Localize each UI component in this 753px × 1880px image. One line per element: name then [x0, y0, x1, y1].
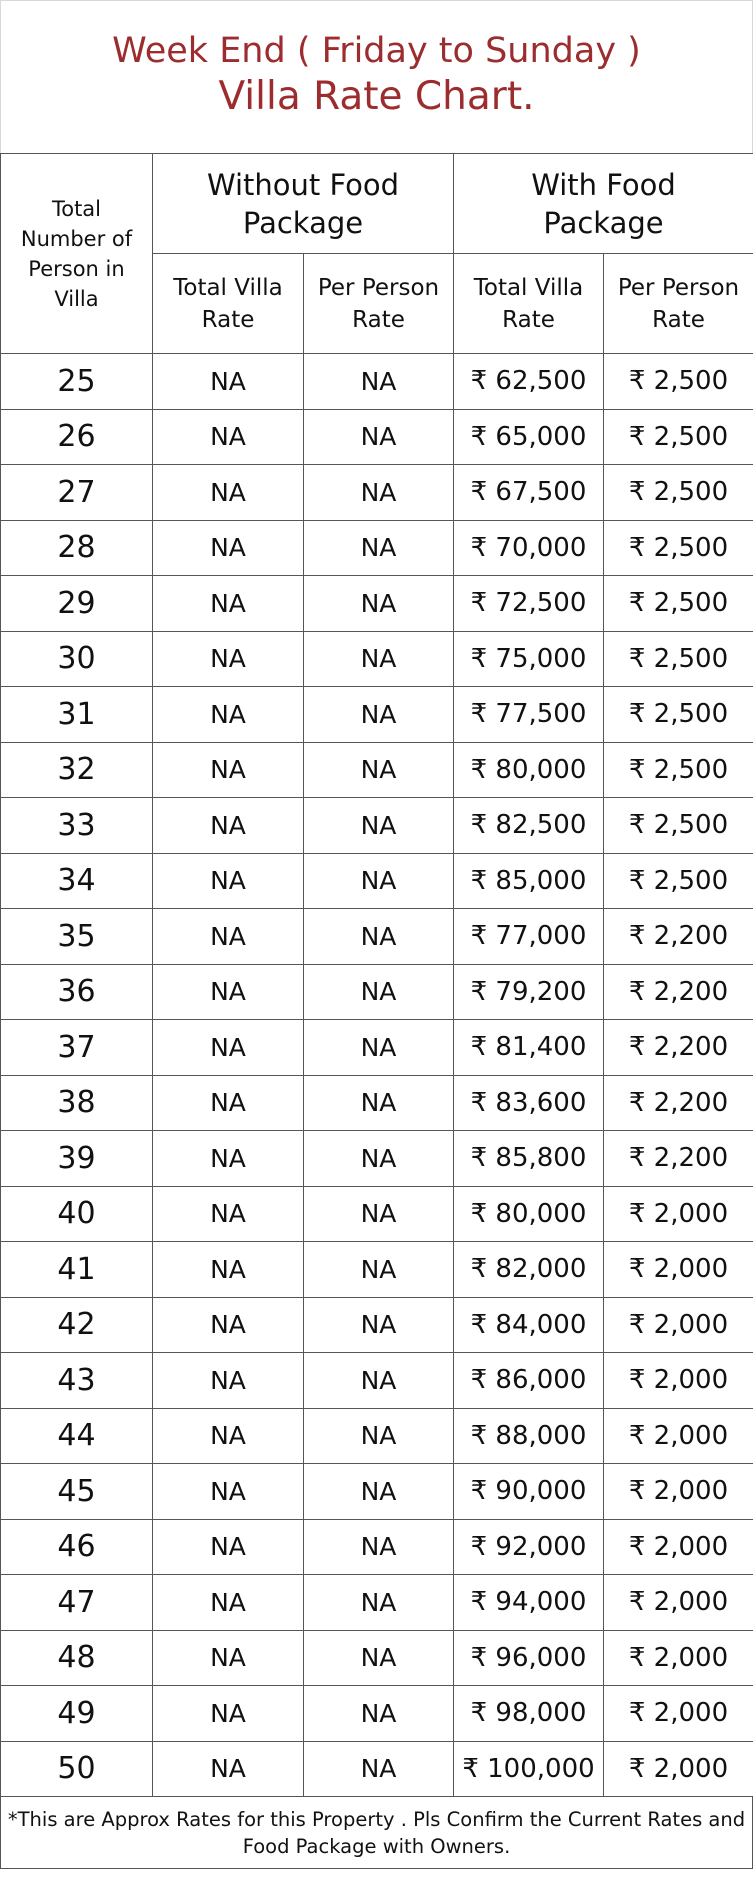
- without-food-total-cell: NA: [153, 409, 304, 465]
- without-food-total-cell: NA: [153, 909, 304, 965]
- table-row: [1, 576, 753, 632]
- without-food-per-person-cell: NA: [304, 1020, 454, 1076]
- header-without-food: [153, 154, 454, 254]
- with-food-per-person-cell: ₹ 2,000: [604, 1408, 753, 1464]
- with-food-per-person-cell: ₹ 2,500: [604, 798, 753, 854]
- persons-cell: 30: [1, 631, 153, 687]
- without-food-total-cell: NA: [153, 1464, 304, 1520]
- persons-cell: 35: [1, 909, 153, 965]
- table-row: [1, 1242, 753, 1298]
- table-row: [1, 354, 753, 410]
- with-food-total-cell: ₹ 70,000: [454, 520, 604, 576]
- without-food-total-cell: NA: [153, 1686, 304, 1742]
- persons-cell: 42: [1, 1297, 153, 1353]
- persons-cell: 27: [1, 465, 153, 521]
- without-food-total-cell: NA: [153, 1741, 304, 1797]
- without-food-per-person-cell: NA: [304, 354, 454, 410]
- persons-cell: 26: [1, 409, 153, 465]
- header-row-group: [1, 154, 753, 254]
- persons-cell: 37: [1, 1020, 153, 1076]
- table-row: [1, 1575, 753, 1631]
- table-row: [1, 520, 753, 576]
- without-food-total-cell: NA: [153, 1242, 304, 1298]
- header-total-persons: [1, 154, 153, 354]
- without-food-total-cell: NA: [153, 1075, 304, 1131]
- without-food-per-person-cell: NA: [304, 964, 454, 1020]
- title-line-1: Week End ( Friday to Sunday ): [112, 31, 641, 71]
- with-food-per-person-cell: ₹ 2,500: [604, 576, 753, 632]
- without-food-total-cell: NA: [153, 576, 304, 632]
- footer-note: *This are Approx Rates for this Property . Pls Confirm the Current Rates and Food Package with Owners.: [0, 1797, 753, 1869]
- header-wo-total-villa-rate-label: Total Villa Rate: [173, 274, 283, 333]
- without-food-per-person-cell: NA: [304, 520, 454, 576]
- without-food-total-cell: NA: [153, 1131, 304, 1187]
- with-food-per-person-cell: ₹ 2,500: [604, 520, 753, 576]
- with-food-total-cell: ₹ 67,500: [454, 465, 604, 521]
- without-food-per-person-cell: NA: [304, 1464, 454, 1520]
- with-food-per-person-cell: ₹ 2,500: [604, 687, 753, 743]
- persons-cell: 31: [1, 687, 153, 743]
- header-wo-total-villa-rate: [153, 254, 304, 354]
- with-food-total-cell: ₹ 82,500: [454, 798, 604, 854]
- without-food-per-person-cell: NA: [304, 576, 454, 632]
- persons-cell: 38: [1, 1075, 153, 1131]
- with-food-per-person-cell: ₹ 2,500: [604, 853, 753, 909]
- with-food-per-person-cell: ₹ 2,200: [604, 964, 753, 1020]
- without-food-per-person-cell: NA: [304, 631, 454, 687]
- header-w-total-villa-rate-label: Total Villa Rate: [473, 274, 584, 333]
- without-food-per-person-cell: NA: [304, 1630, 454, 1686]
- with-food-per-person-cell: ₹ 2,000: [604, 1297, 753, 1353]
- header-w-per-person-rate-label: Per Person Rate: [617, 274, 740, 333]
- table-row: [1, 1408, 753, 1464]
- table-row: [1, 1186, 753, 1242]
- persons-cell: 32: [1, 742, 153, 798]
- persons-cell: 48: [1, 1630, 153, 1686]
- with-food-total-cell: ₹ 62,500: [454, 354, 604, 410]
- table-row: [1, 1630, 753, 1686]
- with-food-total-cell: ₹ 80,000: [454, 1186, 604, 1242]
- without-food-total-cell: NA: [153, 742, 304, 798]
- with-food-per-person-cell: ₹ 2,000: [604, 1186, 753, 1242]
- header-total-persons-label: Total Number of Person in Villa: [20, 196, 133, 311]
- without-food-per-person-cell: NA: [304, 853, 454, 909]
- with-food-total-cell: ₹ 84,000: [454, 1297, 604, 1353]
- with-food-total-cell: ₹ 90,000: [454, 1464, 604, 1520]
- without-food-per-person-cell: NA: [304, 1686, 454, 1742]
- persons-cell: 28: [1, 520, 153, 576]
- with-food-per-person-cell: ₹ 2,000: [604, 1353, 753, 1409]
- persons-cell: 40: [1, 1186, 153, 1242]
- persons-cell: 50: [1, 1741, 153, 1797]
- without-food-per-person-cell: NA: [304, 1353, 454, 1409]
- persons-cell: 29: [1, 576, 153, 632]
- without-food-per-person-cell: NA: [304, 798, 454, 854]
- without-food-per-person-cell: NA: [304, 1075, 454, 1131]
- persons-cell: 44: [1, 1408, 153, 1464]
- table-row: [1, 1297, 753, 1353]
- title-block: [0, 0, 753, 153]
- with-food-total-cell: ₹ 72,500: [454, 576, 604, 632]
- without-food-per-person-cell: NA: [304, 1131, 454, 1187]
- table-row: [1, 1686, 753, 1742]
- persons-cell: 47: [1, 1575, 153, 1631]
- with-food-total-cell: ₹ 65,000: [454, 409, 604, 465]
- persons-cell: 34: [1, 853, 153, 909]
- with-food-per-person-cell: ₹ 2,500: [604, 465, 753, 521]
- without-food-total-cell: NA: [153, 798, 304, 854]
- with-food-per-person-cell: ₹ 2,500: [604, 742, 753, 798]
- with-food-total-cell: ₹ 80,000: [454, 742, 604, 798]
- with-food-per-person-cell: ₹ 2,500: [604, 409, 753, 465]
- without-food-total-cell: NA: [153, 1408, 304, 1464]
- with-food-total-cell: ₹ 86,000: [454, 1353, 604, 1409]
- header-with-food: [454, 154, 753, 254]
- without-food-total-cell: NA: [153, 853, 304, 909]
- without-food-per-person-cell: NA: [304, 687, 454, 743]
- rate-table-body: [1, 354, 753, 1797]
- table-row: [1, 1075, 753, 1131]
- with-food-total-cell: ₹ 77,500: [454, 687, 604, 743]
- header-without-food-label: Without Food Package: [206, 167, 400, 240]
- table-row: [1, 798, 753, 854]
- table-row: [1, 465, 753, 521]
- without-food-per-person-cell: NA: [304, 742, 454, 798]
- table-row: [1, 1353, 753, 1409]
- without-food-per-person-cell: NA: [304, 465, 454, 521]
- table-row: [1, 964, 753, 1020]
- with-food-per-person-cell: ₹ 2,000: [604, 1464, 753, 1520]
- with-food-per-person-cell: ₹ 2,000: [604, 1575, 753, 1631]
- table-row: [1, 409, 753, 465]
- without-food-total-cell: NA: [153, 354, 304, 410]
- without-food-per-person-cell: NA: [304, 909, 454, 965]
- without-food-total-cell: NA: [153, 964, 304, 1020]
- table-row: [1, 1519, 753, 1575]
- without-food-total-cell: NA: [153, 1575, 304, 1631]
- persons-cell: 36: [1, 964, 153, 1020]
- with-food-total-cell: ₹ 81,400: [454, 1020, 604, 1076]
- persons-cell: 41: [1, 1242, 153, 1298]
- header-w-per-person-rate: [604, 254, 753, 354]
- with-food-per-person-cell: ₹ 2,200: [604, 1020, 753, 1076]
- without-food-per-person-cell: NA: [304, 409, 454, 465]
- title-line-2: Villa Rate Chart.: [218, 74, 535, 119]
- table-row: [1, 1131, 753, 1187]
- with-food-total-cell: ₹ 94,000: [454, 1575, 604, 1631]
- table-row: [1, 742, 753, 798]
- without-food-total-cell: NA: [153, 687, 304, 743]
- without-food-total-cell: NA: [153, 1297, 304, 1353]
- with-food-total-cell: ₹ 100,000: [454, 1741, 604, 1797]
- without-food-total-cell: NA: [153, 1020, 304, 1076]
- with-food-total-cell: ₹ 92,000: [454, 1519, 604, 1575]
- persons-cell: 43: [1, 1353, 153, 1409]
- table-row: [1, 909, 753, 965]
- with-food-total-cell: ₹ 79,200: [454, 964, 604, 1020]
- with-food-per-person-cell: ₹ 2,000: [604, 1686, 753, 1742]
- persons-cell: 46: [1, 1519, 153, 1575]
- table-row: [1, 687, 753, 743]
- header-wo-per-person-rate-label: Per Person Rate: [317, 274, 440, 333]
- with-food-total-cell: ₹ 98,000: [454, 1686, 604, 1742]
- without-food-per-person-cell: NA: [304, 1741, 454, 1797]
- persons-cell: 25: [1, 354, 153, 410]
- without-food-total-cell: NA: [153, 1353, 304, 1409]
- without-food-per-person-cell: NA: [304, 1186, 454, 1242]
- without-food-per-person-cell: NA: [304, 1297, 454, 1353]
- table-row: [1, 1464, 753, 1520]
- without-food-total-cell: NA: [153, 1186, 304, 1242]
- table-row: [1, 631, 753, 687]
- without-food-total-cell: NA: [153, 1630, 304, 1686]
- persons-cell: 39: [1, 1131, 153, 1187]
- with-food-per-person-cell: ₹ 2,200: [604, 1075, 753, 1131]
- with-food-per-person-cell: ₹ 2,200: [604, 909, 753, 965]
- with-food-total-cell: ₹ 75,000: [454, 631, 604, 687]
- header-with-food-label: With Food Package: [531, 167, 676, 240]
- with-food-total-cell: ₹ 82,000: [454, 1242, 604, 1298]
- with-food-total-cell: ₹ 85,000: [454, 853, 604, 909]
- with-food-total-cell: ₹ 96,000: [454, 1630, 604, 1686]
- with-food-total-cell: ₹ 83,600: [454, 1075, 604, 1131]
- persons-cell: 45: [1, 1464, 153, 1520]
- without-food-total-cell: NA: [153, 631, 304, 687]
- with-food-total-cell: ₹ 88,000: [454, 1408, 604, 1464]
- with-food-per-person-cell: ₹ 2,200: [604, 1131, 753, 1187]
- without-food-per-person-cell: NA: [304, 1519, 454, 1575]
- with-food-total-cell: ₹ 77,000: [454, 909, 604, 965]
- without-food-per-person-cell: NA: [304, 1242, 454, 1298]
- table-row: [1, 1020, 753, 1076]
- persons-cell: 33: [1, 798, 153, 854]
- with-food-per-person-cell: ₹ 2,000: [604, 1741, 753, 1797]
- without-food-total-cell: NA: [153, 520, 304, 576]
- with-food-per-person-cell: ₹ 2,000: [604, 1519, 753, 1575]
- without-food-per-person-cell: NA: [304, 1575, 454, 1631]
- header-wo-per-person-rate: [304, 254, 454, 354]
- with-food-total-cell: ₹ 85,800: [454, 1131, 604, 1187]
- without-food-total-cell: NA: [153, 1519, 304, 1575]
- with-food-per-person-cell: ₹ 2,000: [604, 1242, 753, 1298]
- header-w-total-villa-rate: [454, 254, 604, 354]
- rate-table: [0, 153, 753, 1797]
- with-food-per-person-cell: ₹ 2,500: [604, 631, 753, 687]
- with-food-per-person-cell: ₹ 2,500: [604, 354, 753, 410]
- without-food-total-cell: NA: [153, 465, 304, 521]
- without-food-per-person-cell: NA: [304, 1408, 454, 1464]
- with-food-per-person-cell: ₹ 2,000: [604, 1630, 753, 1686]
- table-row: [1, 853, 753, 909]
- persons-cell: 49: [1, 1686, 153, 1742]
- table-row: [1, 1741, 753, 1797]
